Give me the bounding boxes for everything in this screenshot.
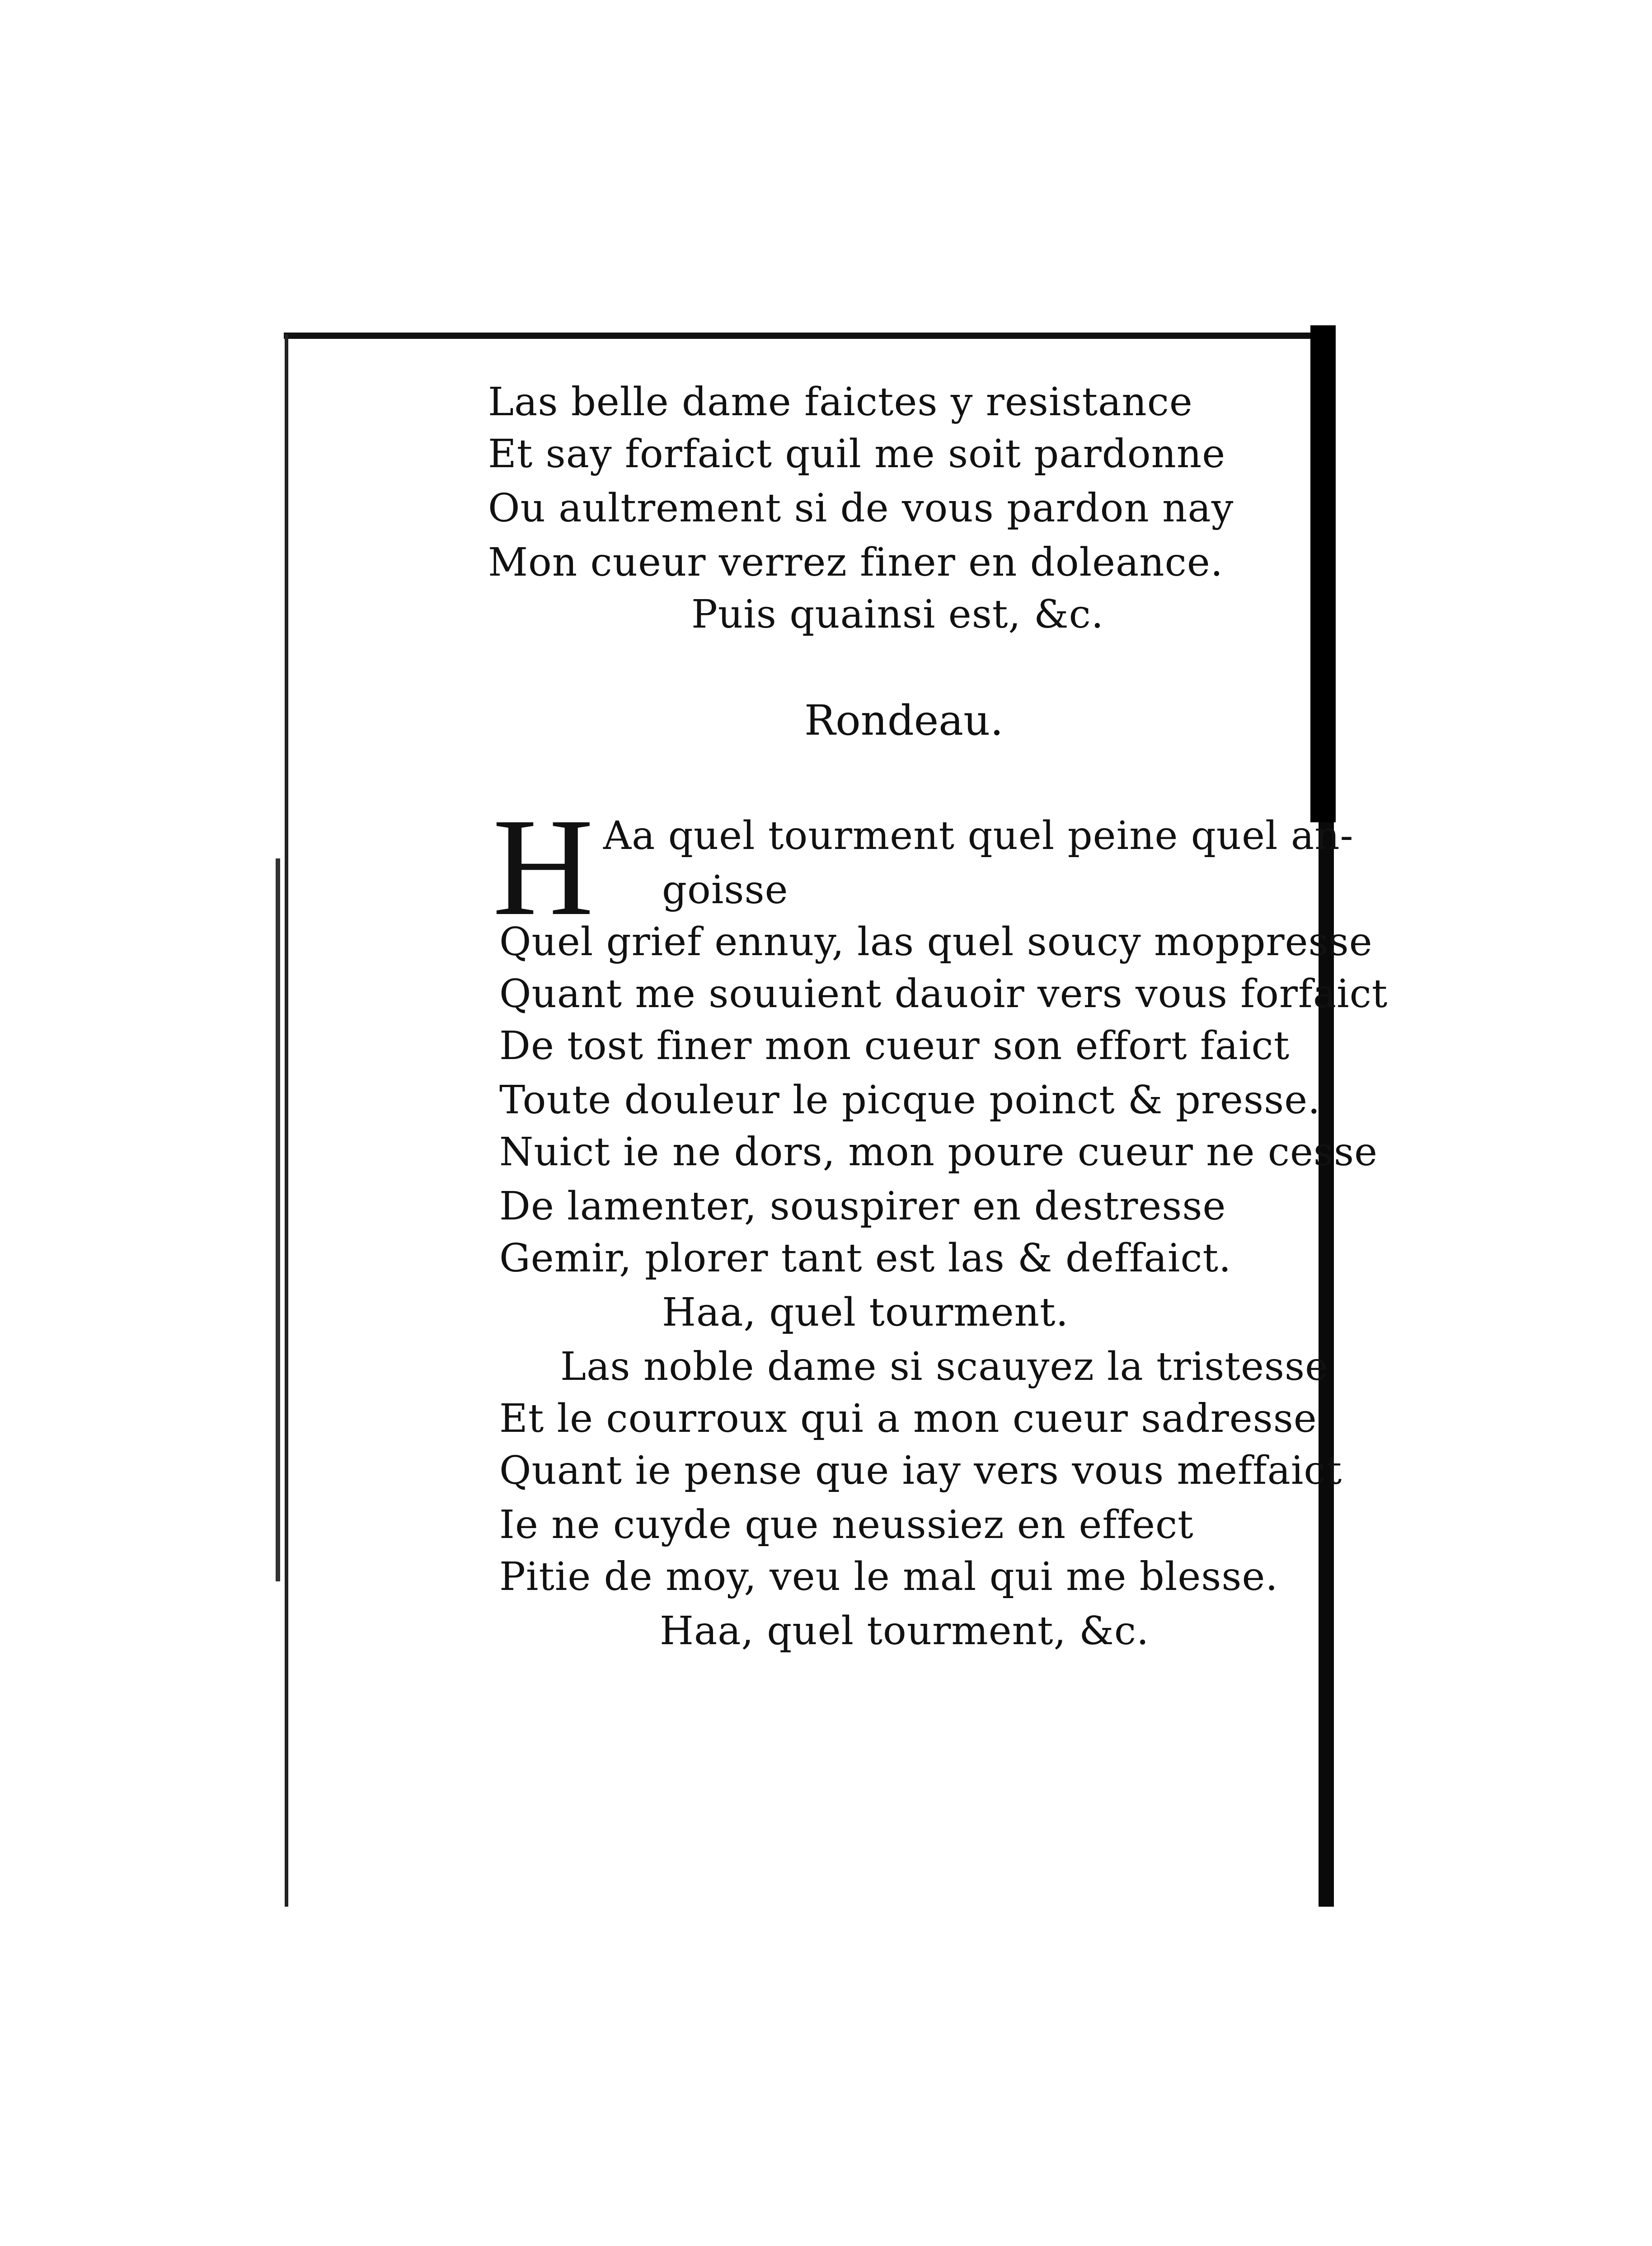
rondeau-line-4: De tost finer mon cueur son effort faict bbox=[499, 1023, 1290, 1069]
rondeau-line-3: Quant me souuient dauoir vers vous forfaict bbox=[499, 971, 1388, 1017]
stanza-1-line-2: Et say forfaict quil me soit pardonne bbox=[488, 431, 1226, 477]
stanza-1-refrain: Puis quainsi est, &c. bbox=[691, 592, 1104, 637]
stanza-1-line-1: Las belle dame faictes y resistance bbox=[488, 380, 1193, 425]
rondeau-line-11: Quant ie pense que iay vers vous meffaict bbox=[499, 1448, 1342, 1493]
page-border-top bbox=[284, 333, 1323, 339]
page-border-right-shadow bbox=[1310, 325, 1336, 822]
rondeau-line-9: Las noble dame si scauyez la tristesse bbox=[560, 1344, 1329, 1389]
stanza-1-line-3: Ou aultrement si de vous pardon nay bbox=[488, 486, 1234, 531]
rondeau-line-13: Pitie de moy, veu le mal qui me blesse. bbox=[499, 1554, 1278, 1599]
stanza-1-line-4: Mon cueur verrez finer en doleance. bbox=[488, 540, 1224, 585]
section-title: Rondeau. bbox=[804, 696, 1004, 745]
rondeau-line-12: Ie ne cuyde que neussiez en effect bbox=[499, 1502, 1194, 1547]
rondeau-first-line-continuation: goisse bbox=[662, 867, 788, 913]
rondeau-line-5: Toute douleur le picque poinct & presse. bbox=[499, 1078, 1321, 1123]
page-border-left bbox=[285, 334, 288, 1907]
rondeau-line-2: Quel grief ennuy, las quel soucy moppresse bbox=[499, 919, 1373, 965]
rondeau-line-8: Gemir, plorer tant est las & deffaict. bbox=[499, 1236, 1232, 1281]
rondeau-refrain-1: Haa, quel tourment. bbox=[662, 1290, 1069, 1335]
page-border-left-outer bbox=[276, 858, 280, 1581]
rondeau-line-6: Nuict ie ne dors, mon poure cueur ne cesse bbox=[499, 1130, 1378, 1175]
rondeau-line-7: De lamenter, souspirer en destresse bbox=[499, 1184, 1226, 1229]
drop-cap-letter: H bbox=[493, 790, 594, 945]
rondeau-refrain-2: Haa, quel tourment, &c. bbox=[660, 1608, 1150, 1654]
rondeau-line-10: Et le courroux qui a mon cueur sadresse bbox=[499, 1396, 1317, 1441]
rondeau-first-line: Aa quel tourment quel peine quel an- bbox=[603, 813, 1354, 858]
